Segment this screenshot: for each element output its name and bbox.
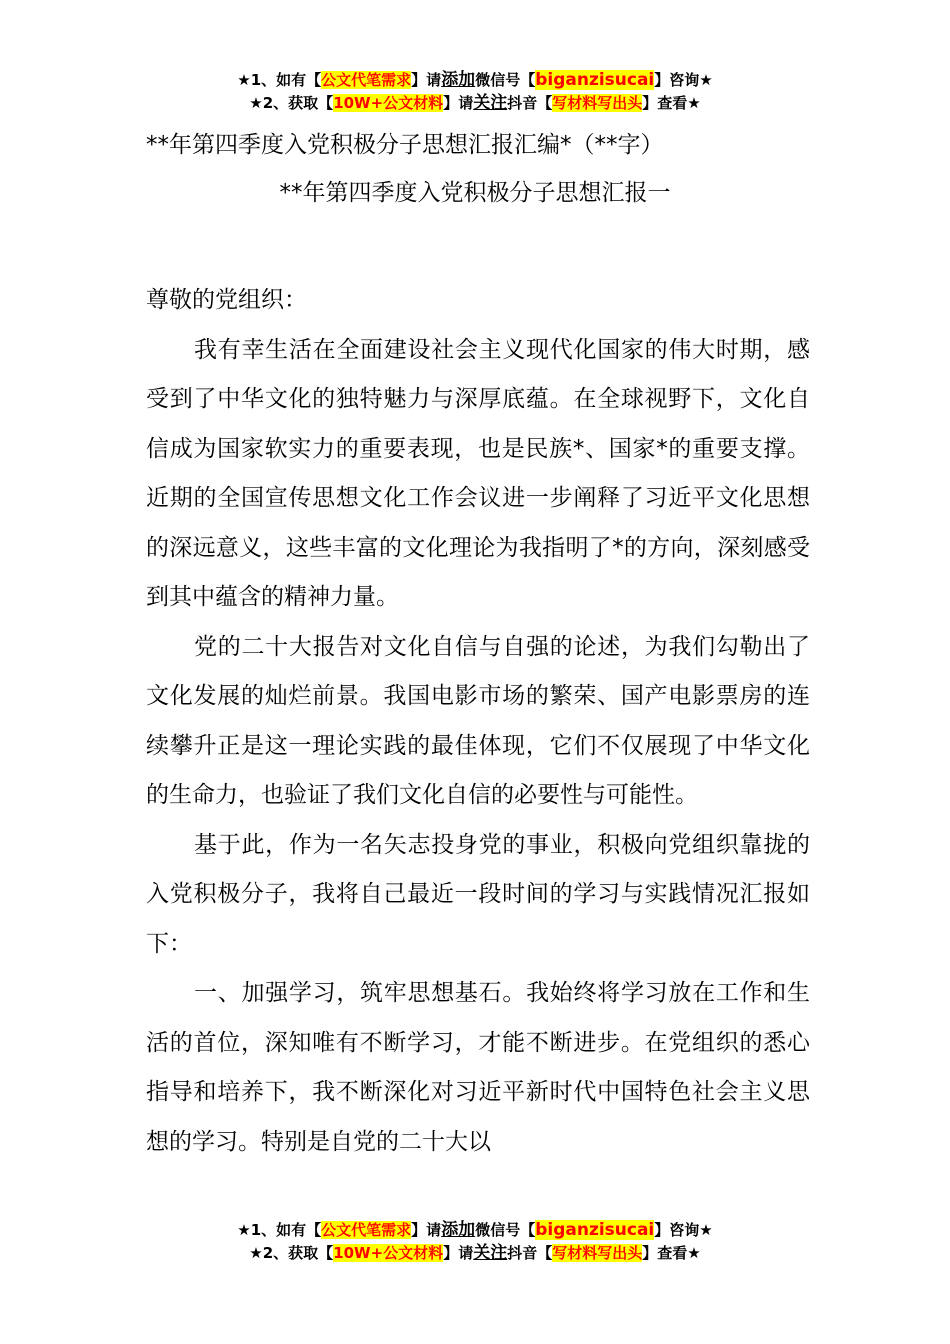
promo-banner-bottom bbox=[0, 1219, 950, 1265]
highlight-service: 公文代笔需求 bbox=[321, 71, 412, 89]
promo-line-1: ★1、如有【公文代笔需求】请添加微信号【biganzisucai】咨询★ bbox=[237, 1220, 713, 1240]
document-title: **年第四季度入党积极分子思想汇报汇编*（**字） bbox=[146, 132, 664, 158]
highlight-douyin-account: 写材料写出头 bbox=[552, 94, 643, 112]
promo-line-2: ★2、获取【10W+公文材料】请关注抖音【写材料写出头】查看★ bbox=[249, 93, 701, 113]
underline-word: 添加 bbox=[441, 70, 476, 90]
document-subtitle: **年第四季度入党积极分子思想汇报一 bbox=[279, 180, 671, 206]
salutation: 尊敬的党组织： bbox=[146, 287, 307, 313]
highlight-wechat-id: biganzisucai bbox=[535, 70, 655, 90]
highlight-douyin-account: 写材料写出头 bbox=[552, 1244, 643, 1262]
paragraph: 一、加强学习，筑牢思想基石。我始终将学习放在工作和生活的首位，深知唯有不断学习，才能不断进步。在党组织的悉心指导和培养下，我不断深化对习近平新时代中国特色社会主义思想的学习。特别是自党的二十大以 bbox=[146, 980, 810, 1155]
highlight-materials: 10W+公文材料 bbox=[333, 94, 444, 112]
highlight-wechat-id: biganzisucai bbox=[535, 1220, 655, 1240]
paragraph: 党的二十大报告对文化自信与自强的论述，为我们勾勒出了文化发展的灿烂前景。我国电影市场的繁荣、国产电影票房的连续攀升正是这一理论实践的最佳体现，它们不仅展现了中华文化的生命力，也验证了我们文化自信的必要性与可能性。 bbox=[146, 633, 810, 808]
underline-word: 关注 bbox=[473, 93, 508, 113]
underline-word: 关注 bbox=[473, 1243, 508, 1263]
underline-word: 添加 bbox=[441, 1220, 476, 1240]
promo-banner-top bbox=[0, 69, 950, 115]
document-body bbox=[146, 276, 810, 1167]
paragraph: 我有幸生活在全面建设社会主义现代化国家的伟大时期，感受到了中华文化的独特魅力与深厚底蕴。在全球视野下，文化自信成为国家软实力的重要表现，也是民族*、国家*的重要支撑。近期的全国宣传思想文化工作会议进一步阐释了习近平文化思想的深远意义，这些丰富的文化理论为我指明了*的方向，深刻感受到其中蕴含的精神力量。 bbox=[146, 336, 810, 610]
promo-line-2: ★2、获取【10W+公文材料】请关注抖音【写材料写出头】查看★ bbox=[249, 1243, 701, 1263]
promo-line-1: ★1、如有【公文代笔需求】请添加微信号【biganzisucai】咨询★ bbox=[237, 70, 713, 90]
highlight-service: 公文代笔需求 bbox=[321, 1221, 412, 1239]
paragraph: 基于此，作为一名矢志投身党的事业，积极向党组织靠拢的入党积极分子，我将自己最近一段时间的学习与实践情况汇报如下： bbox=[146, 831, 810, 957]
highlight-materials: 10W+公文材料 bbox=[333, 1244, 444, 1262]
